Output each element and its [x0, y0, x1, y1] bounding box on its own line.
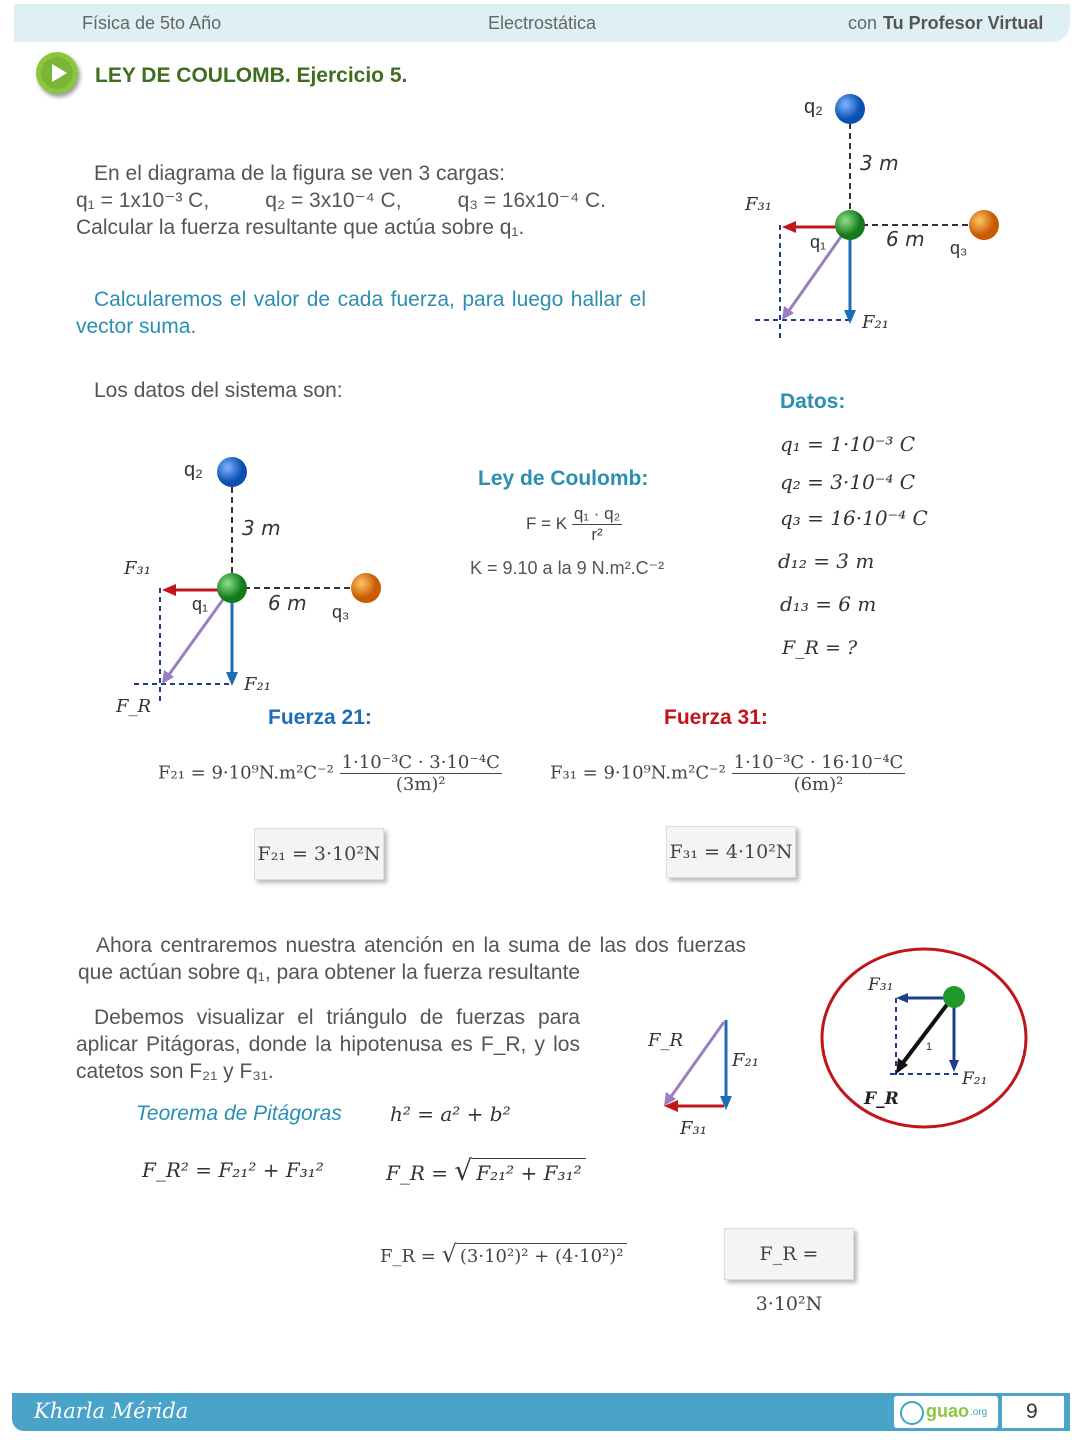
charge-q3: [969, 210, 999, 240]
pitagoras-eq1: F_R² = F₂₁² + F₃₁²: [142, 1158, 324, 1182]
problem-line-3: Calcular la fuerza resultante que actúa sobre q₁.: [76, 216, 525, 239]
guao-logo[interactable]: [894, 1396, 998, 1428]
label-f21: F₂₁: [244, 674, 271, 695]
pitagoras-formula: h² = a² + b²: [390, 1102, 511, 1126]
label-fr: F_R: [116, 696, 152, 717]
problem-statement: [76, 160, 606, 241]
label-d13: 6 m: [886, 227, 925, 251]
fuerza21-equation: [158, 752, 502, 795]
page-header: [14, 4, 1070, 42]
owl-icon: [900, 1401, 924, 1425]
suma-text: Ahora centraremos nuestra atención en la suma de las dos fuerzas que actúan sobre q₁, para obtener la fuerza resultante: [78, 934, 746, 984]
coulomb-formula-denominator: r²: [591, 525, 603, 544]
fuerza21-title: Fuerza 21:: [268, 706, 372, 729]
pitagoras-eq2: [386, 1154, 586, 1187]
fuerza21-numerator: 1·10⁻³C · 3·10⁻⁴C: [341, 752, 500, 773]
coulomb-formula-lhs: F = K: [526, 513, 568, 533]
datos-fr: F_R = ?: [782, 637, 858, 659]
fuerza31-equation: [550, 752, 905, 795]
triangle-text: Debemos visualizar el triángulo de fuerzas para aplicar Pitágoras, donde la hipotenusa es F_R, y los catetos son F₂₁ y F₃₁.: [76, 1006, 580, 1083]
datos-intro: Los datos del sistema son:: [94, 379, 343, 402]
pitagoras-label: Teorema de Pitágoras: [136, 1102, 342, 1125]
problem-q3: q₃ = 16x10⁻⁴ C.: [457, 189, 606, 212]
coulomb-title: Ley de Coulomb:: [478, 467, 649, 490]
triangle-label-f31: F₃₁: [680, 1118, 707, 1139]
triangle-label-f21: F₂₁: [732, 1050, 759, 1071]
label-d13: 6 m: [268, 591, 307, 615]
fuerza21-lhs: F₂₁ = 9·10⁹N.m²C⁻²: [158, 762, 334, 784]
header-topic: Electrostática: [488, 13, 597, 33]
fuerza31-result: F₃₁ = 4·10²N: [666, 826, 796, 878]
play-icon: [36, 52, 78, 94]
problem-q2: q₂ = 3x10⁻⁴ C,: [265, 189, 402, 212]
datos-d12: d₁₂ = 3 m: [778, 549, 875, 573]
coulomb-constant: K = 9.10 a la 9 N.m².C⁻²: [470, 558, 665, 578]
circle-charge-q1: [943, 986, 965, 1008]
charge-q2: [835, 94, 865, 124]
resultant-result: F_R = 3·10²N: [724, 1228, 854, 1280]
charge-diagram-left: [110, 452, 400, 724]
pitagoras-eq2-root: F₂₁² + F₃₁²: [472, 1158, 585, 1187]
f31-arrowhead: [782, 221, 796, 233]
circle-label-f31: F₃₁: [868, 975, 894, 995]
circled-force-diagram: [818, 944, 1030, 1132]
force-triangle: [642, 1010, 772, 1150]
f31-arrowhead: [162, 584, 176, 596]
label-q2: q₂: [184, 459, 203, 481]
circle-label-fr: F_R: [864, 1089, 899, 1109]
datos-d13: d₁₃ = 6 m: [780, 592, 877, 616]
footer-author: Kharla Mérida: [34, 1399, 189, 1423]
fuerza31-denominator: (6m)²: [793, 774, 844, 795]
fuerza31-title: Fuerza 31:: [664, 706, 768, 729]
charge-q2: [217, 457, 247, 487]
triangle-f21-arrowhead: [720, 1096, 732, 1110]
pitagoras-eq3-root: (3·10²)² + (4·10²)²: [457, 1243, 627, 1269]
header-brand: Tu Profesor Virtual: [883, 13, 1044, 33]
page-number-box: [1002, 1396, 1064, 1428]
charge-diagram-top: [740, 88, 1010, 348]
problem-q1: q₁ = 1x10⁻³ C,: [76, 189, 210, 212]
datos-title: Datos:: [780, 390, 846, 413]
charge-q1: [217, 573, 247, 603]
fuerza21-denominator: (3m)²: [395, 774, 446, 795]
coulomb-formula-numerator: q₁ · q₂: [573, 504, 621, 523]
page-number: 9: [1026, 1400, 1038, 1423]
charge-q3: [351, 573, 381, 603]
page-title: LEY DE COULOMB. Ejercicio 5.: [95, 64, 408, 87]
pitagoras-eq3: [380, 1240, 627, 1268]
problem-line-1: En el diagrama de la figura se ven 3 cargas:: [94, 162, 505, 185]
label-q3: q₃: [950, 238, 968, 258]
page-footer: [12, 1393, 1070, 1431]
label-q3: q₃: [332, 602, 350, 622]
datos-q3: q₃ = 16·10⁻⁴ C: [780, 506, 928, 530]
datos-q1: q₁ = 1·10⁻³ C: [780, 432, 916, 456]
fuerza21-result: F₂₁ = 3·10²N: [254, 828, 384, 880]
sqrt-icon: √: [454, 1154, 473, 1187]
logo-text: guao: [926, 1401, 969, 1421]
label-f31: F₃₁: [745, 194, 772, 215]
fuerza31-numerator: 1·10⁻³C · 16·10⁻⁴C: [733, 752, 904, 773]
plan-text: Calcularemos el valor de cada fuerza, para luego hallar el vector suma.: [76, 288, 646, 338]
sqrt-icon: √: [441, 1240, 457, 1268]
label-q1: q₁: [192, 594, 209, 614]
datos-q2: q₂ = 3·10⁻⁴ C: [780, 470, 916, 494]
label-q1: q₁: [810, 232, 827, 252]
fuerza31-lhs: F₃₁ = 9·10⁹N.m²C⁻²: [550, 762, 726, 784]
charge-q1: [835, 210, 865, 240]
logo-suffix: .org: [970, 1407, 988, 1418]
label-f31: F₃₁: [124, 558, 151, 579]
label-d12: 3 m: [242, 516, 281, 540]
pitagoras-eq3-lhs: F_R =: [380, 1246, 436, 1267]
circle-angle-label: 1: [926, 1041, 933, 1053]
label-f21: F₂₁: [862, 312, 889, 333]
pitagoras-eq2-lhs: F_R =: [386, 1161, 449, 1185]
header-subject: Física de 5to Año: [82, 13, 222, 33]
label-d12: 3 m: [860, 151, 899, 175]
label-q2: q₂: [804, 96, 823, 118]
header-brand-prefix: con: [848, 13, 878, 33]
f21-arrowhead: [844, 310, 856, 324]
coulomb-formula: [526, 504, 622, 545]
circle-label-f21: F₂₁: [962, 1069, 988, 1089]
triangle-label-fr: F_R: [648, 1030, 684, 1051]
